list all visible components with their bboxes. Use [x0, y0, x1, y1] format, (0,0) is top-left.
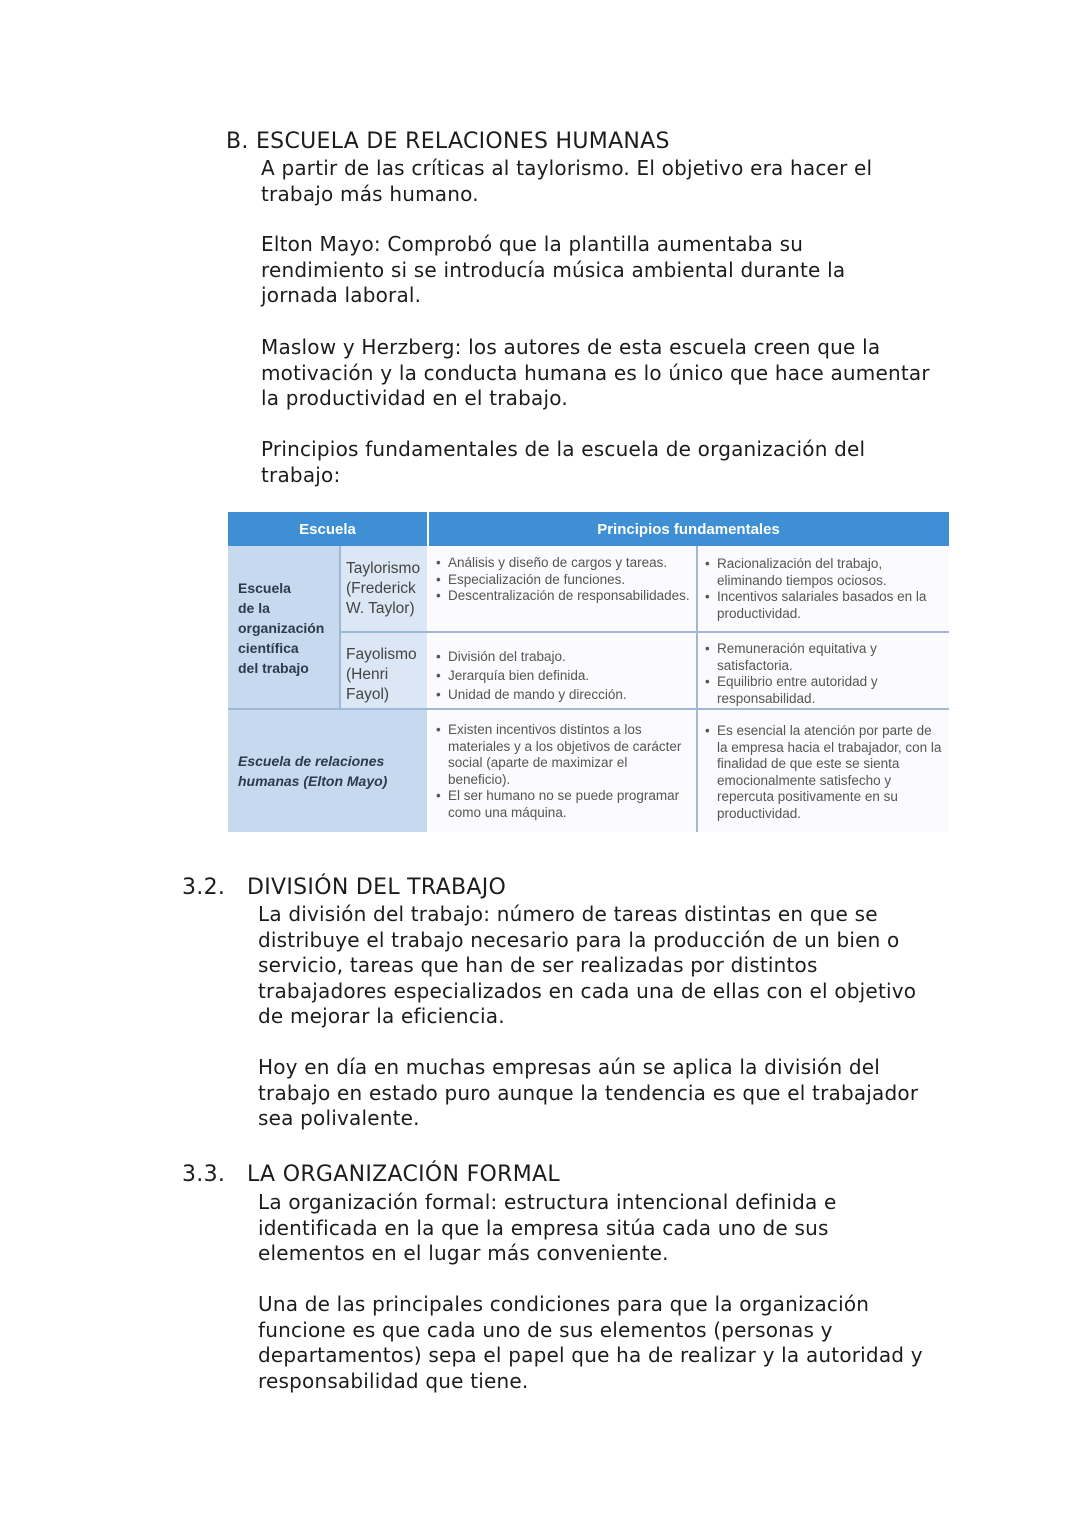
- section-b-paragraph-principles: Principios fundamentales de la escuela de organización del trabajo:: [261, 437, 866, 487]
- fayolism-principles-2: • Remuneración equitativa y satisfactoria. • Equilibrio entre autoridad y responsabilidad.: [697, 633, 949, 708]
- taylorism-principles-2: • Racionalización del trabajo, eliminando tiempos ociosos. • Incentivos salariales basados en la productividad.: [697, 546, 949, 632]
- section-b-paragraph-elton-mayo: Elton Mayo: Comprobó que la plantilla aumentaba su rendimiento si se introducía música ambiental durante la jornada laboral.: [261, 232, 846, 307]
- taylorism-principles-1: • Análisis y diseño de cargos y tareas. • Especialización de funciones. • Descentralización de responsabilidades.: [428, 546, 696, 632]
- section-b-paragraph-1: A partir de las críticas al taylorismo. El objetivo era hacer el trabajo más humano.: [261, 156, 873, 206]
- section-3-3-paragraph-2: Una de las principales condiciones para que la organización funcione es que cada uno de sus elementos (personas y departamentos) sepa el papel que ha de realizar y la autoridad y responsabilidad que tiene.: [258, 1292, 923, 1393]
- fayolism-principles-1: • División del trabajo. • Jerarquía bien definida. • Unidad de mando y dirección.: [428, 633, 696, 708]
- principles-table: [228, 512, 949, 832]
- table-divider: [340, 631, 949, 633]
- table-divider: [696, 546, 698, 832]
- section-3-2-number: 3.2.: [182, 875, 226, 900]
- section-3-2-title: DIVISIÓN DEL TRABAJO: [247, 875, 507, 900]
- table-header-school: Escuela: [228, 512, 427, 546]
- table-divider: [427, 512, 429, 832]
- school-scientific-label: Escuela de la organización científica del trabajo: [228, 546, 340, 708]
- section-3-2-paragraph-1: La división del trabajo: número de tareas distintas en que se distribuye el trabajo necesario para la producción de un bien o servicio, tareas que han de ser realizadas por distintos trabajadores especializados en cada una de ellas con el objetivo de mejorar la eficiencia.: [258, 902, 917, 1028]
- section-3-3-paragraph-1: La organización formal: estructura intencional definida e identificada en la que la empresa sitúa cada uno de sus elementos en el lugar más conveniente.: [258, 1190, 837, 1265]
- human-relations-principles-1: • Existen incentivos distintos a los materiales y a los objetivos de carácter social (aparte de maximizar el beneficio). • El ser humano no se puede programar como una máquina.: [428, 709, 696, 832]
- fayolism-label: Fayolismo (Henri Fayol): [340, 633, 428, 708]
- section-3-3-number: 3.3.: [182, 1162, 226, 1187]
- section-b-heading: B. ESCUELA DE RELACIONES HUMANAS: [226, 129, 670, 154]
- table-header-principles: Principios fundamentales: [428, 512, 949, 546]
- section-3-2-paragraph-2: Hoy en día en muchas empresas aún se aplica la división del trabajo en estado puro aunque la tendencia es que el trabajador sea polivalente.: [258, 1055, 919, 1130]
- section-3-3-title: LA ORGANIZACIÓN FORMAL: [247, 1162, 560, 1187]
- table-divider: [228, 708, 949, 710]
- school-human-relations-label: Escuela de relaciones humanas (Elton Mayo): [228, 709, 428, 832]
- section-b-paragraph-maslow: Maslow y Herzberg: los autores de esta escuela creen que la motivación y la conducta humana es lo único que hace aumentar la productividad en el trabajo.: [261, 335, 930, 410]
- table-divider: [339, 546, 341, 708]
- human-relations-principles-2: • Es esencial la atención por parte de la empresa hacia el trabajador, con la finalidad de que este se sienta emocionalmente satisfecho y repercuta positivamente en su productividad.: [697, 709, 949, 832]
- taylorism-label: Taylorismo (Frederick W. Taylor): [340, 546, 428, 632]
